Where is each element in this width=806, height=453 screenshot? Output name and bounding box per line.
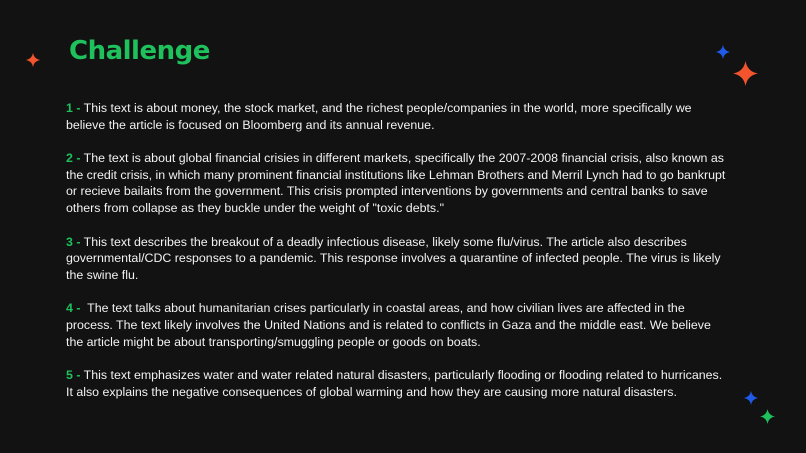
sparkle-icon <box>760 409 775 424</box>
item-number: 5 - <box>66 368 81 383</box>
item-text: This text describes the breakout of a deadly infectious disease, likely some flu/virus. The article also describes governmental/CDC responses to a pandemic. This response involves a quarantine of infected people. The virus is likely the swine flu. <box>66 234 721 282</box>
item-number: 3 - <box>66 234 81 249</box>
sparkle-icon <box>716 45 730 59</box>
item-number: 4 - <box>66 301 81 316</box>
challenge-item <box>66 100 726 133</box>
item-number: 1 - <box>66 101 81 115</box>
sparkle-icon <box>26 53 40 67</box>
challenge-item <box>66 234 726 284</box>
challenge-list <box>66 100 726 417</box>
item-text: The text talks about humanitarian crises particularly in coastal areas, and how civilian lives are affected in the process. The text likely involves the United Nations and is related to conflicts in Gaza and the middle east. We believe the article might be about transporting/smuggling people or goods on boats. <box>66 301 715 349</box>
sparkle-icon <box>744 391 758 405</box>
challenge-item <box>66 300 726 350</box>
item-text: This text is about money, the stock market, and the richest people/companies in the world, more specifically we believe the article is focused on Bloomberg and its annual revenue. <box>66 101 692 132</box>
item-number: 2 - <box>66 151 81 166</box>
challenge-item <box>66 150 726 216</box>
item-text: This text emphasizes water and water related natural disasters, particularly flooding or flooding related to hurricanes. It also explains the negative consequences of global warming and how they are causing more natural disasters. <box>66 368 723 399</box>
sparkle-icon <box>733 61 758 86</box>
item-text: The text is about global financial crisies in different markets, specifically the 2007-2008 financial crisis, also known as the credit crisis, in which many prominent financial institutions like Lehman Brothers and Merril Lynch had to go bankrupt or recieve bailaits from the government. This crisis prompted interventions by governments and central banks to save others from collapse as they buckle under the weight of "toxic debts." <box>66 151 726 215</box>
slide-title: Challenge <box>69 36 210 66</box>
challenge-item <box>66 367 726 400</box>
